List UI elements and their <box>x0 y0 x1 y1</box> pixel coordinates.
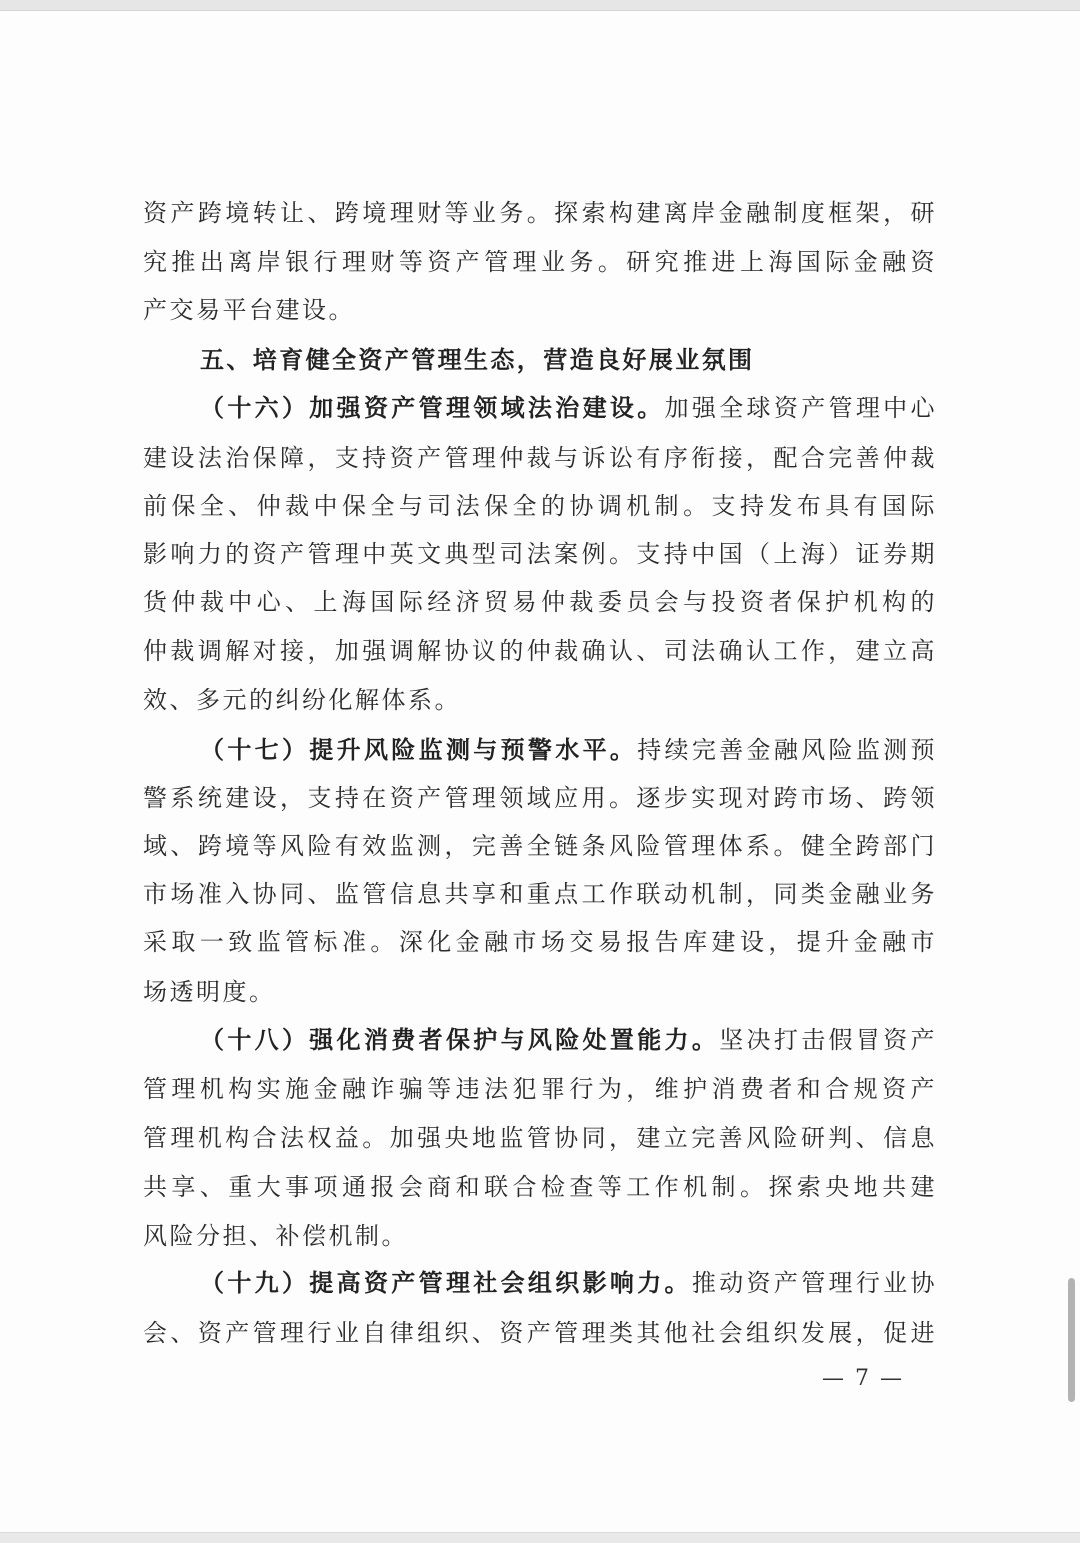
text-line: 建设法治保障，支持资产管理仲裁与诉讼有序衔接，配合完善仲裁 <box>143 444 937 472</box>
text-line: 警系统建设，支持在资产管理领域应用。逐步实现对跨市场、跨领 <box>143 784 937 812</box>
text-line: 域、跨境等风险有效监测，完善全链条风险管理体系。健全跨部门 <box>143 832 937 860</box>
text-line: 究推出离岸银行理财等资产管理业务。研究推进上海国际金融资 <box>143 248 937 276</box>
text-line: 管理机构实施金融诈骗等违法犯罪行为，维护消费者和合规资产 <box>143 1075 937 1103</box>
text-line: 场透明度。 <box>143 978 276 1006</box>
text-line: 风险分担、补偿机制。 <box>143 1222 408 1250</box>
text-line: 效、多元的纠纷化解体系。 <box>143 686 461 714</box>
bottom-border-strip <box>0 1532 1080 1543</box>
text-line: 管理机构合法权益。加强央地监管协同，建立完善风险研判、信息 <box>143 1124 937 1152</box>
page-number: — 7 — <box>822 1366 904 1391</box>
top-border-strip <box>0 0 1080 11</box>
text-line: 资产跨境转让、跨境理财等业务。探索构建离岸金融制度框架，研 <box>143 199 937 227</box>
scrollbar-thumb[interactable] <box>1068 1278 1075 1402</box>
paragraph-first-line <box>200 1267 937 1299</box>
text-line: 前保全、仲裁中保全与司法保全的协调机制。支持发布具有国际 <box>143 492 937 520</box>
text-line: 货仲裁中心、上海国际经济贸易仲裁委员会与投资者保护机构的 <box>143 588 937 616</box>
text-line: 会、资产管理行业自律组织、资产管理类其他社会组织发展，促进 <box>143 1319 937 1347</box>
paragraph-first-line <box>200 392 937 424</box>
text-line: 仲裁调解对接，加强调解协议的仲裁确认、司法确认工作，建立高 <box>143 637 937 665</box>
section-heading: 五、培育健全资产管理生态，营造良好展业氛围 <box>200 345 755 374</box>
text-line: 影响力的资产管理中英文典型司法案例。支持中国（上海）证券期 <box>143 540 937 568</box>
paragraph-first-line-text: 持续完善金融风险监测预 <box>637 736 938 764</box>
paragraph-first-line <box>200 734 937 766</box>
paragraph-lead: （十七）提升风险监测与预警水平。 <box>200 735 638 764</box>
paragraph-lead: （十六）加强资产管理领域法治建设。 <box>200 393 665 422</box>
text-line: 产交易平台建设。 <box>143 296 355 324</box>
text-line: 采取一致监管标准。深化金融市场交易报告库建设，提升金融市 <box>143 928 937 956</box>
paragraph-first-line-text: 推动资产管理行业协 <box>691 1269 938 1297</box>
text-line: 市场准入协同、监管信息共享和重点工作联动机制，同类金融业务 <box>143 880 937 908</box>
paragraph-first-line-text: 坚决打击假冒资产 <box>719 1026 938 1054</box>
paragraph-lead: （十九）提高资产管理社会组织影响力。 <box>200 1268 692 1297</box>
paragraph-lead: （十八）强化消费者保护与风险处置能力。 <box>200 1025 720 1054</box>
paragraph-first-line-text: 加强全球资产管理中心 <box>664 394 938 422</box>
text-line: 共享、重大事项通报会商和联合检查等工作机制。探索央地共建 <box>143 1173 937 1201</box>
paragraph-first-line <box>200 1024 937 1056</box>
